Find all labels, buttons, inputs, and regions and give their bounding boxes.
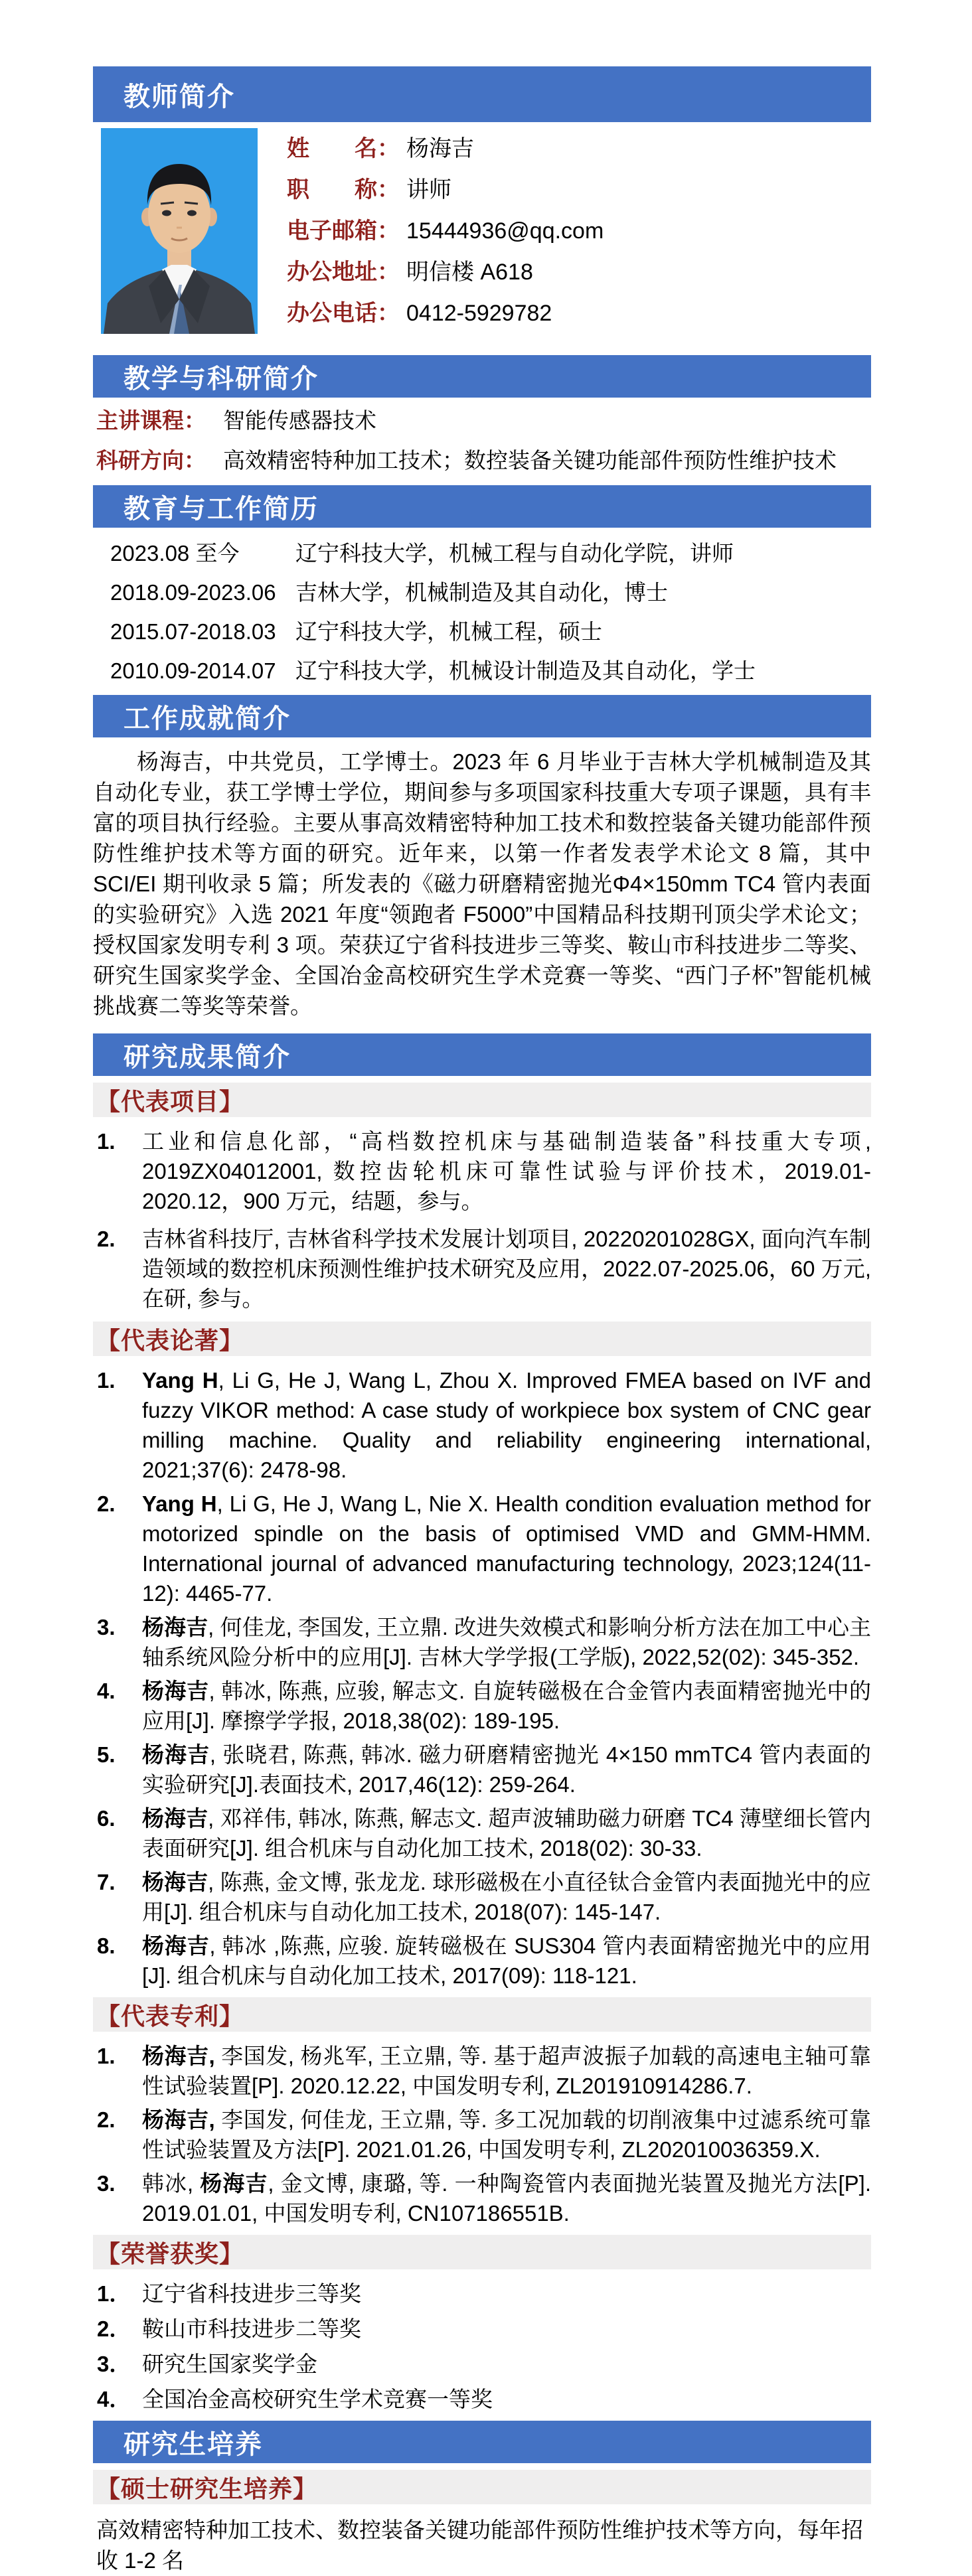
publication-item-authors: 杨海吉 (142, 1933, 210, 1958)
awards-header (93, 2235, 871, 2269)
graduate-training-text: 高效精密特种加工技术、数控装备关键功能部件预防性维护技术等方向，每年招收 1-2 名 (96, 2518, 863, 2573)
education-detail: 辽宁科技大学，机械设计制造及其自动化，学士 (295, 658, 756, 683)
project-item-number: 2. (97, 1227, 116, 1251)
teacher-profile-page (93, 0, 871, 2576)
award-item (93, 2314, 871, 2344)
teaching-row-value: 高效精密特种加工技术；数控装备关键功能部件预防性维护技术 (223, 448, 837, 473)
profile-field-value: 讲师 (406, 177, 451, 202)
patent-item-pre: 韩冰, (142, 2171, 201, 2196)
profile-field-value: 杨海吉 (406, 136, 474, 161)
publication-item-text: , 韩冰, 陈燕, 应骏, 解志文. 自旋转磁极在合金管内表面精密抛光中的应用[J]. 摩擦学学报, 2018,38(02): 189-195. (142, 1679, 872, 1733)
education-period: 2018.09-2023.06 (110, 580, 276, 605)
profile-field-row (287, 257, 604, 287)
patent-item-text: , 金文博, 康璐, 等. 一种陶瓷管内表面抛光装置及抛光方法[P]. 2019.01.01, 中国发明专利, CN107186551B. (142, 2171, 871, 2226)
award-item-text: 辽宁省科技进步三等奖 (142, 2281, 361, 2306)
profile-fields (287, 128, 604, 339)
patent-item-number: 2. (97, 2107, 116, 2132)
education-detail: 辽宁科技大学，机械工程与自动化学院，讲师 (295, 541, 734, 566)
publications-header-label: 【代表论著】 (96, 1326, 244, 1354)
education-row (93, 617, 871, 647)
publication-item (93, 1740, 871, 1799)
patent-item-author: 杨海吉 (200, 2171, 268, 2196)
award-item (93, 2279, 871, 2309)
publication-item (93, 1365, 871, 1485)
publication-item-number: 2. (97, 1491, 116, 1516)
publication-item-text: , 韩冰 ,陈燕, 应骏. 旋转磁极在 SUS304 管内表面精密抛光中的应用[J]. 组合机床与自动化加工技术, 2017(09): 118-121. (142, 1933, 871, 1988)
patents-header (93, 1997, 871, 2032)
profile-field-row (287, 133, 604, 164)
profile-field-label: 电子邮箱： (287, 218, 400, 244)
portrait-photo-graphic (101, 128, 258, 334)
banner-education-history (93, 485, 871, 528)
award-item-text: 研究生国家奖学金 (142, 2352, 317, 2376)
publication-item (93, 1803, 871, 1863)
education-row (93, 577, 871, 608)
award-item-number: 3． (97, 2352, 131, 2376)
award-item-text: 全国冶金高校研究生学术竞赛一等奖 (142, 2387, 493, 2411)
publication-item-number: 8. (97, 1933, 116, 1958)
patent-item-author: 杨海吉, (142, 2044, 215, 2068)
publication-item-authors: 杨海吉 (142, 1742, 210, 1767)
patents-list (93, 2041, 871, 2228)
profile-field-label: 办公电话： (287, 301, 400, 326)
teaching-row-value: 智能传感器技术 (223, 408, 376, 433)
publication-item-number: 1. (97, 1368, 116, 1393)
award-item (93, 2384, 871, 2414)
publication-item-text: , Li G, He J, Wang L, Zhou X. Improved FMEA based on IVF and fuzzy VIKOR method: A case study of workpiece box system of CNC gear milling machine. Quality and reliability engineering international, 2021;37(6): 2478-98. (142, 1368, 871, 1482)
education-detail: 辽宁科技大学，机械工程，硕士 (295, 619, 602, 644)
publication-item-authors: Yang H (142, 1368, 218, 1393)
banner-teacher-intro-label: 教师简介 (123, 82, 235, 112)
publication-item (93, 1676, 871, 1736)
award-item (93, 2349, 871, 2379)
teaching-row-label: 科研方向： (96, 448, 206, 473)
patent-item (93, 2105, 871, 2164)
profile-field-row (287, 216, 604, 246)
publication-item-number: 4. (97, 1679, 116, 1703)
profile-field-label: 办公地址： (287, 260, 400, 285)
master-training-header-label: 【硕士研究生培养】 (96, 2474, 318, 2502)
project-item-text: 工业和信息化部，“高档数控机床与基础制造装备”科技重大专项, 2019ZX04012001, 数控齿轮机床可靠性试验与评价技术，2019.01-2020.12，900 万元，结题，参与。 (142, 1129, 871, 1213)
projects-header-label: 【代表项目】 (96, 1087, 244, 1115)
publications-list (93, 1365, 871, 1991)
project-item-number: 1. (97, 1129, 116, 1154)
publication-item-number: 5. (97, 1742, 116, 1767)
banner-graduate-training-label: 研究生培养 (123, 2429, 263, 2459)
publication-item-text: , 张晓君, 陈燕, 韩冰. 磁力研磨精密抛光 4×150 mmTC4 管内表面的实验研究[J].表面技术, 2017,46(12): 259-264. (142, 1742, 872, 1797)
teaching-row (93, 406, 871, 436)
patent-item-number: 3. (97, 2171, 116, 2196)
awards-list (93, 2279, 871, 2414)
award-item-number: 1． (97, 2281, 131, 2306)
publication-item (93, 1931, 871, 1991)
banner-work-achievement-label: 工作成就简介 (123, 704, 291, 733)
profile-field-value: 明信楼 A618 (406, 260, 533, 285)
projects-header (93, 1083, 871, 1117)
patent-item (93, 2168, 871, 2228)
banner-research-results-label: 研究成果简介 (123, 1042, 291, 1072)
publication-item-text: , 何佳龙, 李国发, 王立鼎. 改进失效模式和影响分析方法在加工中心主轴系统风险分析中的应用[J]. 吉林大学学报(工学版), 2022,52(02): 345-352. (142, 1615, 871, 1669)
patent-item-number: 1. (97, 2044, 116, 2068)
teaching-row-label: 主讲课程： (96, 408, 206, 433)
publication-item-text: , 陈燕, 金文博, 张龙龙. 球形磁极在小直径钛合金管内表面抛光中的应用[J]. 组合机床与自动化加工技术, 2018(07): 145-147. (142, 1870, 871, 1924)
education-detail: 吉林大学，机械制造及其自动化，博士 (295, 580, 668, 605)
patent-item-text: 李国发, 杨兆军, 王立鼎, 等. 基于超声波振子加载的高速电主轴可靠性试验装置[P]. 2020.12.22, 中国发明专利, ZL201910914286.7. (142, 2044, 871, 2098)
banner-teaching-research (93, 355, 871, 398)
publication-item-text: , 邓祥伟, 韩冰, 陈燕, 解志文. 超声波辅助磁力研磨 TC4 薄壁细长管内表面研究[J]. 组合机床与自动化加工技术, 2018(02): 30-33. (142, 1806, 872, 1860)
publication-item (93, 1867, 871, 1927)
publication-item (93, 1489, 871, 1608)
publication-item-number: 6. (97, 1806, 116, 1831)
education-row (93, 656, 871, 686)
award-item-number: 4． (97, 2387, 131, 2411)
publication-item-text: , Li G, He J, Wang L, Nie X. Health condition evaluation method for motorized spindle on the basis of optimised VMD and GMM-HMM. International journal of advanced manufacturing technology, 2023;124(11-12): 4465-77. (142, 1491, 872, 1606)
project-item (93, 1126, 871, 1216)
publication-item-authors: 杨海吉 (142, 1806, 208, 1831)
teaching-rows (93, 406, 871, 476)
education-row (93, 538, 871, 569)
publication-item-authors: Yang H (142, 1491, 217, 1516)
publication-item-authors: 杨海吉 (142, 1615, 208, 1639)
banner-teacher-intro (93, 66, 871, 122)
publication-item-authors: 杨海吉 (142, 1679, 209, 1703)
project-item (93, 1224, 871, 1314)
patents-header-label: 【代表专利】 (96, 2002, 244, 2030)
profile-field-label: 姓 名： (287, 136, 400, 161)
profile-field-label: 职 称： (287, 177, 400, 202)
banner-graduate-training (93, 2421, 871, 2463)
publication-item-number: 3. (97, 1615, 116, 1639)
achievement-paragraph: 杨海吉，中共党员，工学博士。2023 年 6 月毕业于吉林大学机械制造及其自动化专业，获工学博士学位，期间参与多项国家科技重大专项子课题，具有丰富的项目执行经验。主要从事高效精密特种加工技术和数控装备关键功能部件预防性维护技术等方面的研究。近年来，以第一作者发表学术论文 8 篇，其中 SCI/EI 期刊收录 5 篇；所发表的《磁力研磨精密抛光Φ4×150mm TC4 管内表面的实验研究》入选 2021 年度“领跑者 F5000”中国精品科技期刊顶尖学术论文；授权国家发明专利 3 项。荣获辽宁省科技进步三等奖、鞍山市科技进步二等奖、研究生国家奖学金、全国冶金高校研究生学术竞赛一等奖、“西门子杯”智能机械挑战赛二等奖等荣誉。 (93, 749, 871, 1018)
banner-education-history-label: 教育与工作简历 (123, 494, 319, 524)
profile-field-value: 0412-5929782 (406, 301, 552, 326)
publication-item (93, 1612, 871, 1672)
profile-section (101, 128, 871, 339)
award-item-number: 2． (97, 2316, 131, 2341)
education-rows (93, 538, 871, 686)
master-training-header (93, 2470, 871, 2504)
teaching-row (93, 445, 871, 476)
patent-item (93, 2041, 871, 2101)
project-item-text: 吉林省科技厅, 吉林省科学技术发展计划项目, 20220201028GX, 面向汽车制造领域的数控机床预测性维护技术研究及应用，2022.07-2025.06，60 万元, 在研, 参与。 (142, 1227, 871, 1311)
profile-photo (101, 128, 258, 334)
patent-item-author: 杨海吉, (142, 2107, 215, 2132)
awards-header-label: 【荣誉获奖】 (96, 2239, 244, 2267)
banner-teaching-research-label: 教学与科研简介 (123, 364, 319, 394)
education-period: 2010.09-2014.07 (110, 658, 276, 683)
banner-work-achievement (93, 695, 871, 737)
publications-header (93, 1322, 871, 1356)
publication-item-authors: 杨海吉 (142, 1870, 208, 1894)
profile-field-row (287, 298, 604, 329)
publication-item-number: 7. (97, 1870, 116, 1894)
banner-research-results (93, 1033, 871, 1076)
profile-field-row (287, 175, 604, 205)
education-period: 2015.07-2018.03 (110, 619, 276, 644)
award-item-text: 鞍山市科技进步二等奖 (142, 2316, 361, 2341)
projects-list (93, 1126, 871, 1314)
patent-item-text: 李国发, 何佳龙, 王立鼎, 等. 多工况加载的切削液集中过滤系统可靠性试验装置及方法[P]. 2021.01.26, 中国发明专利, ZL202010036359.X. (142, 2107, 871, 2162)
profile-field-value: 15444936@qq.com (406, 218, 604, 244)
education-period: 2023.08 至今 (110, 541, 240, 566)
